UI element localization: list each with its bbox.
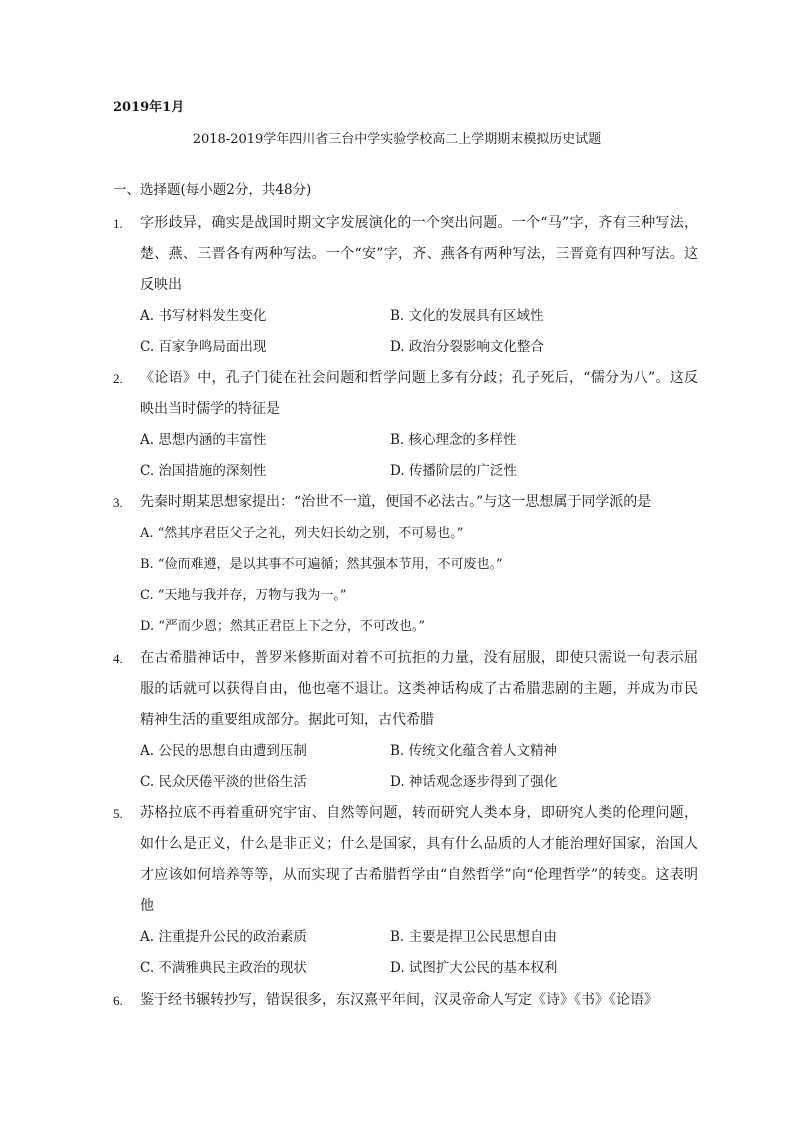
option-b: B. 核心理念的多样性 [390, 432, 517, 448]
option-c: C. 不满雅典民主政治的现状 [140, 960, 307, 976]
option-a: A. 注重提升公民的政治素质 [140, 929, 307, 945]
option-a: A. 书写材料发生变化 [140, 308, 267, 324]
option-d: D. 政治分裂影响文化整合 [390, 339, 544, 355]
option-a: A. 公民的思想自由遭到压制 [140, 743, 307, 759]
exam-title: 2018-2019学年四川省三台中学实验学校高二上学期期末模拟历史试题 [192, 132, 602, 147]
exam-date: 2019年1月 [113, 100, 185, 115]
question-number: 5. [113, 806, 123, 821]
question-number: 6. [113, 993, 123, 1008]
option-b: B. 主要是捍卫公民思想自由 [390, 929, 558, 945]
option-c: C. 百家争鸣局面出现 [140, 339, 267, 355]
section-heading: 一、选择题(每小题2分，共48分) [113, 182, 312, 198]
option-c: C. “天地与我并存，万物与我为一。” [140, 588, 347, 603]
question-stem: 苏格拉底不再着重研究宇宙、自然等问题，转而研究人类本身，即研究人类的伦理问题，如什么是正义，什么是非正义；什么是国家，具有什么品质的人才能治理好国家，治国人才应该如何培养等等，从而实现了古希腊哲学由“自然哲学”向“伦理哲学”的转变。这表明他 [140, 805, 698, 914]
option-b: B. 文化的发展具有区域性 [390, 308, 544, 324]
question-3 [113, 487, 698, 642]
option-c: C. 民众厌倦平淡的世俗生活 [140, 774, 307, 790]
option-d: D. 试图扩大公民的基本权利 [390, 960, 558, 976]
question-6 [113, 985, 698, 1016]
question-4 [113, 643, 698, 798]
option-b: B. 传统文化蕴含着人文精神 [390, 743, 558, 759]
question-number: 1. [113, 216, 123, 231]
option-b: B. “俭而难遵，是以其事不可遍循；然其强本节用，不可废也。” [140, 557, 503, 572]
question-stem: 鉴于经书辗转抄写，错误很多，东汉熹平年间，汉灵帝命人写定《诗》《书》《论语》 [140, 992, 658, 1008]
question-stem: 先秦时期某思想家提出：“治世不一道，便国不必法古。”与这一思想属于同学派的是 [140, 494, 652, 510]
option-d: D. “严而少恩；然其正君臣上下之分，不可改也。” [140, 619, 426, 634]
question-1 [113, 208, 698, 363]
option-list [140, 922, 698, 984]
option-a: A. “然其序君臣父子之礼，列夫妇长幼之别，不可易也。” [140, 526, 464, 541]
question-stem: 在古希腊神话中，普罗米修斯面对着不可抗拒的力量，没有屈服，即使只需说一句表示屈服的话就可以获得自由，他也毫不退让。这类神话构成了古希腊悲剧的主题，并成为市民精神生活的重要组成部分。据此可知，古代希腊 [140, 650, 698, 728]
question-2 [113, 363, 698, 487]
option-list [140, 518, 698, 642]
option-c: C. 治国措施的深刻性 [140, 463, 267, 479]
option-d: D. 传播阶层的广泛性 [390, 463, 517, 479]
option-d: D. 神话观念逐步得到了强化 [390, 774, 558, 790]
question-stem: 《论语》中，孔子门徒在社会问题和哲学问题上多有分歧；孔子死后，“儒分为八”。这反映出当时儒学的特征是 [140, 370, 698, 417]
option-a: A. 思想内涵的丰富性 [140, 432, 267, 448]
option-list [140, 736, 698, 798]
question-number: 4. [113, 651, 123, 666]
question-number: 2. [113, 371, 123, 386]
question-5 [113, 798, 698, 984]
question-stem: 字形歧异，确实是战国时期文字发展演化的一个突出问题。一个“马”字，齐有三种写法，楚、燕、三晋各有两种写法。一个“安”字，齐、燕各有两种写法，三晋竟有四种写法。这反映出 [140, 215, 698, 293]
question-number: 3. [113, 495, 123, 510]
option-list [140, 425, 698, 487]
option-list [140, 301, 698, 363]
